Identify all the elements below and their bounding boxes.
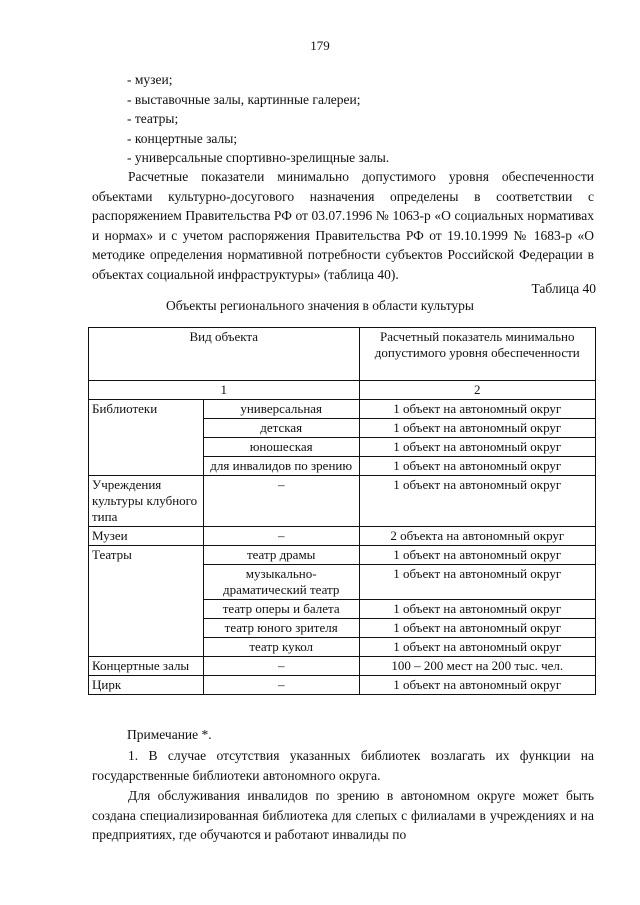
- table-row: [89, 546, 596, 565]
- type-cell: театр оперы и балета: [203, 600, 359, 619]
- note-heading: Примечание *.: [127, 727, 212, 742]
- category-cell: Библиотеки: [89, 400, 204, 476]
- value-cell: 1 объект на автономный округ: [359, 600, 595, 619]
- value-cell: 1 объект на автономный округ: [359, 546, 595, 565]
- value-cell: 1 объект на автономный округ: [359, 638, 595, 657]
- value-cell: 1 объект на автономный округ: [359, 438, 595, 457]
- page-number: 179: [310, 38, 330, 53]
- type-cell: театр юного зрителя: [203, 619, 359, 638]
- list-item: - музеи;: [127, 72, 173, 87]
- category-cell: Учреждения культуры клубного типа: [89, 476, 204, 527]
- value-cell: 1 объект на автономный округ: [359, 476, 595, 527]
- table-title: Объекты регионального значения в области культуры: [165, 298, 475, 313]
- type-cell: –: [203, 676, 359, 695]
- column-number-row: [89, 381, 596, 400]
- value-cell: 1 объект на автономный округ: [359, 676, 595, 695]
- table-row: [89, 676, 596, 695]
- note-paragraph-2: Для обслуживания инвалидов по зрению в автономном округе может быть создана специализированная библиотека для слепых с филиалами в учреждениях и на предприятиях, где обучаются и работают инвалиды по: [92, 788, 594, 842]
- column-number: 2: [359, 381, 595, 400]
- category-cell: Театры: [89, 546, 204, 657]
- value-cell: 1 объект на автономный округ: [359, 619, 595, 638]
- type-cell: универсальная: [203, 400, 359, 419]
- culture-objects-table: [88, 327, 596, 695]
- type-cell: –: [203, 527, 359, 546]
- value-cell: 100 – 200 мест на 200 тыс. чел.: [359, 657, 595, 676]
- value-cell: 2 объекта на автономный округ: [359, 527, 595, 546]
- type-cell: театр драмы: [203, 546, 359, 565]
- type-cell: –: [203, 476, 359, 527]
- note-paragraph-1: 1. В случае отсутствия указанных библиотек возлагать их функции на государственные библиотеки автономного округа.: [92, 748, 594, 783]
- list-item: - выставочные залы, картинные галереи;: [127, 91, 361, 107]
- value-cell: 1 объект на автономный округ: [359, 400, 595, 419]
- category-cell: Концертные залы: [89, 657, 204, 676]
- header-object-type: Вид объекта: [89, 328, 360, 381]
- list-item: - театры;: [127, 111, 179, 126]
- type-cell: детская: [203, 419, 359, 438]
- table-row: [89, 657, 596, 676]
- category-cell: Цирк: [89, 676, 204, 695]
- type-cell: юношеская: [203, 438, 359, 457]
- table-row: [89, 476, 596, 527]
- table-row: [89, 527, 596, 546]
- value-cell: 1 объект на автономный округ: [359, 419, 595, 438]
- intro-paragraph: Расчетные показатели минимально допустимого уровня обеспеченности объектами культурно-досугового назначения определены в соответствии с распоряжением Правительства РФ от 03.07.1996 № 1063-р «О социальных нормативах и нормах» и с учетом распоряжения Правительства РФ от 19.10.1999 № 1683-р «О методике определения нормативной потребности субъектов Российской Федерации в объектах социальной инфраструктуры» (таблица 40).: [92, 169, 594, 282]
- table-header-row: [89, 328, 596, 381]
- facility-list: [127, 70, 389, 168]
- type-cell: музыкально-драматический театр: [203, 565, 359, 600]
- value-cell: 1 объект на автономный округ: [359, 457, 595, 476]
- type-cell: театр кукол: [203, 638, 359, 657]
- list-item: - универсальные спортивно-зрелищные залы.: [127, 150, 390, 165]
- header-indicator: Расчетный показатель минимально допустимого уровня обеспеченности: [359, 328, 595, 381]
- value-cell: 1 объект на автономный округ: [359, 565, 595, 600]
- list-item: - концертные залы;: [127, 130, 238, 146]
- category-cell: Музеи: [89, 527, 204, 546]
- table-label: Таблица 40: [531, 281, 596, 296]
- type-cell: –: [203, 657, 359, 676]
- type-cell: для инвалидов по зрению: [203, 457, 359, 476]
- table-row: [89, 400, 596, 419]
- column-number: 1: [89, 381, 360, 400]
